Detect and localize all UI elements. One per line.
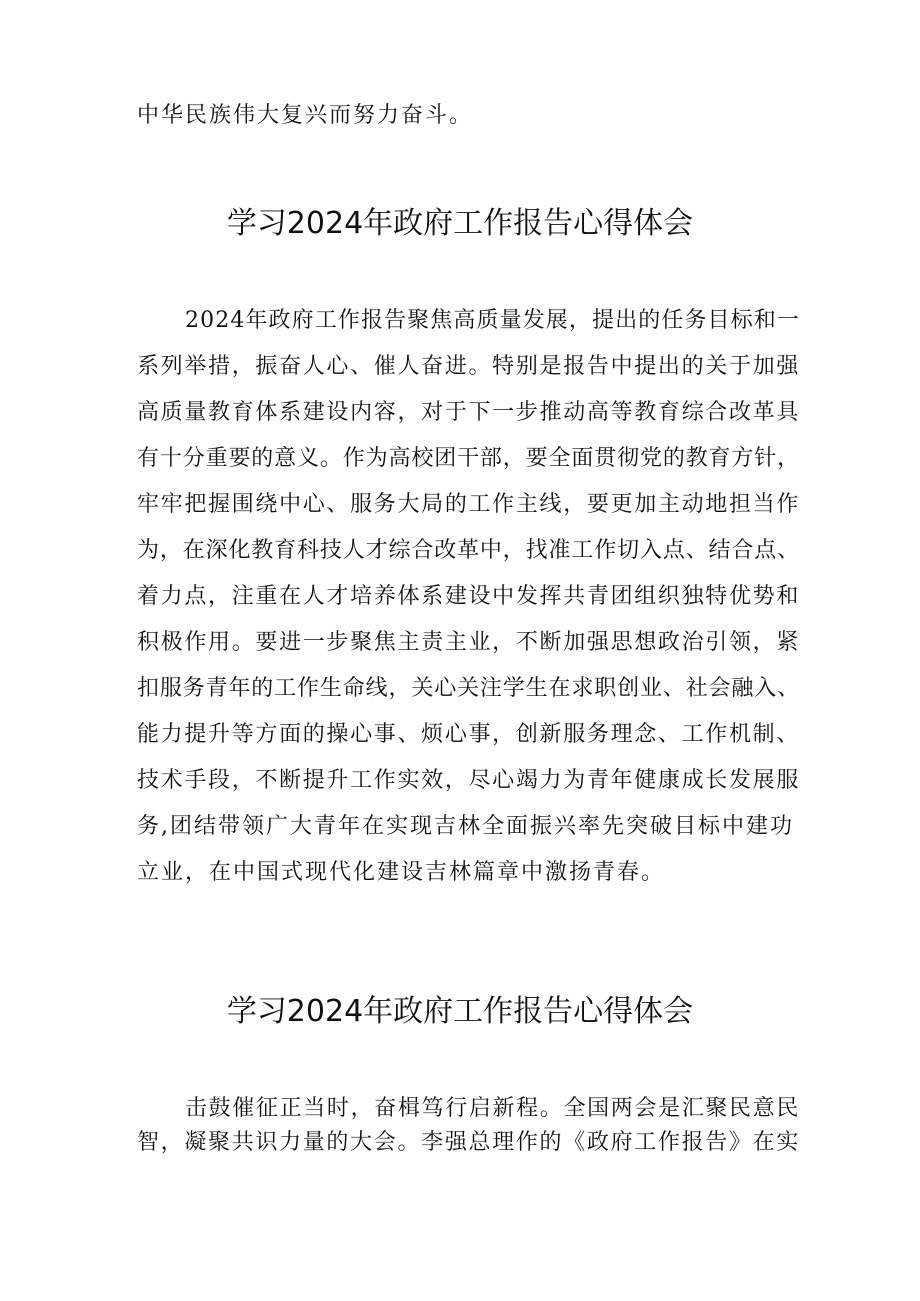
paragraph-line: 高质量教育体系建设内容，对于下一步推动高等教育综合改革具 [137, 400, 801, 425]
section-2-title: 学习2024年政府工作报告心得体会 [226, 994, 694, 1029]
paragraph-line: 系列举措，振奋人心、催人奋进。特别是报告中提出的关于加强 [137, 354, 801, 379]
paragraph-line: 积极作用。要进一步聚焦主责主业，不断加强思想政治引领，紧 [137, 630, 801, 655]
paragraph-line: 扣服务青年的工作生命线，关心关注学生在求职创业、社会融入、 [137, 676, 801, 701]
paragraph-line: 立业，在中国式现代化建设吉林篇章中激扬青春。 [137, 860, 666, 885]
section-1-title: 学习2024年政府工作报告心得体会 [226, 206, 694, 241]
paragraph-line: 着力点，注重在人才培养体系建设中发挥共青团组织独特优势和 [137, 584, 801, 609]
paragraph-line: 技术手段，不断提升工作实效，尽心竭力为青年健康成长发展服 [137, 768, 801, 793]
paragraph-line: 为，在深化教育科技人才综合改革中，找准工作切入点、结合点、 [137, 538, 801, 563]
paragraph-line: 智，凝聚共识力量的大会。李强总理作的《政府工作报告》在实 [137, 1130, 801, 1155]
continued-paragraph-line: 中华民族伟大复兴而努力奋斗。 [137, 103, 474, 128]
paragraph-line: 务,团结带领广大青年在实现吉林全面振兴率先突破目标中建功 [137, 814, 794, 839]
paragraph-line: 有十分重要的意义。作为高校团干部，要全面贯彻党的教育方针， [137, 446, 801, 471]
paragraph-line: 2024年政府工作报告聚焦高质量发展，提出的任务目标和一 [185, 308, 800, 333]
paragraph-line: 能力提升等方面的操心事、烦心事，创新服务理念、工作机制、 [137, 722, 801, 747]
paragraph-line: 击鼓催征正当时，奋楫笃行启新程。全国两会是汇聚民意民 [185, 1096, 801, 1121]
paragraph-line: 牢牢把握围绕中心、服务大局的工作主线，要更加主动地担当作 [137, 492, 801, 517]
